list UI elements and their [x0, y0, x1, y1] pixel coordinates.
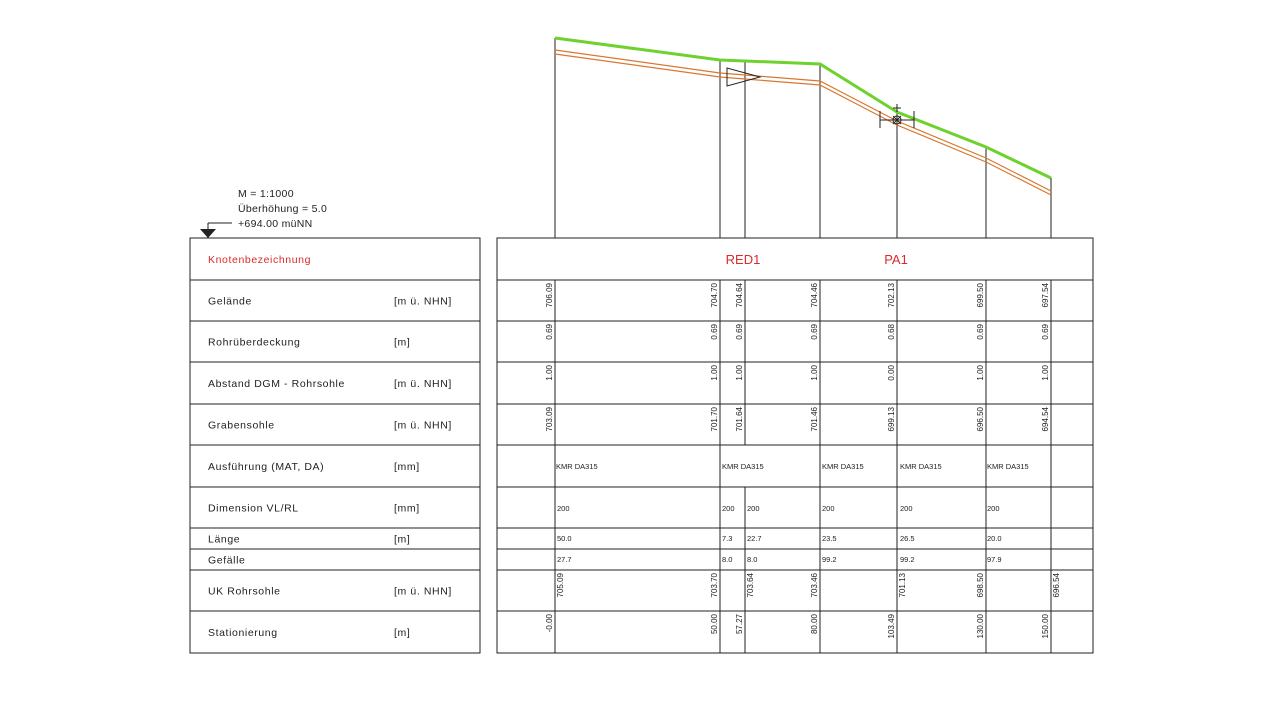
segment-value: 26.5	[900, 534, 915, 543]
row-label: Abstand DGM - Rohrsohle	[208, 378, 345, 390]
scale-text: M = 1:1000	[238, 188, 294, 200]
point-value: 704.46	[810, 283, 819, 308]
row-label: Gelände	[208, 295, 252, 308]
segment-value: 200	[747, 504, 760, 513]
segment-value: 8.0	[722, 555, 733, 564]
point-value: 57.27	[735, 614, 744, 635]
segment-value: 200	[822, 504, 835, 513]
point-value: 0.68	[887, 324, 896, 340]
material-value: KMR DA315	[556, 462, 598, 471]
label-table	[190, 238, 480, 653]
row-label: Rohrüberdeckung	[208, 336, 301, 349]
point-value: 706.09	[545, 283, 554, 308]
segment-value: 7.3	[722, 534, 733, 543]
material-value: KMR DA315	[900, 462, 942, 471]
point-value: 694.54	[1041, 407, 1050, 432]
segment-value: 23.5	[822, 534, 837, 543]
pipe-crown-line	[555, 50, 1051, 191]
segment-value: 200	[557, 504, 570, 513]
point-value: -0.00	[545, 614, 554, 633]
reference-level-marker-icon	[200, 223, 232, 238]
row-unit: [m ü. NHN]	[394, 378, 452, 390]
profile-view	[555, 38, 1051, 238]
row-label: Knotenbezeichnung	[208, 254, 312, 266]
point-value: 80.00	[810, 614, 819, 635]
point-value: 696.50	[976, 407, 985, 432]
point-value: 1.00	[545, 365, 554, 381]
point-value: 703.46	[810, 573, 819, 598]
point-value: 0.69	[1041, 324, 1050, 340]
node-label: PA1	[884, 252, 908, 267]
row-label: Dimension VL/RL	[208, 502, 299, 515]
row-label: Gefälle	[208, 554, 246, 567]
row-unit: [m ü. NHN]	[394, 295, 452, 308]
material-value: KMR DA315	[822, 462, 864, 471]
row-unit: [m]	[394, 533, 411, 546]
station-lines	[555, 38, 1051, 238]
data-table	[497, 238, 1093, 653]
point-value: 703.64	[746, 573, 755, 598]
exaggeration-text: Überhöhung = 5.0	[238, 203, 328, 215]
point-value: 0.69	[976, 324, 985, 340]
point-value: 701.46	[810, 407, 819, 432]
segment-value: 50.0	[557, 534, 572, 543]
segment-value: 27.7	[557, 555, 572, 564]
row-label: Ausführung (MAT, DA)	[208, 461, 325, 473]
pipe-invert-line	[555, 54, 1051, 195]
point-value: 697.54	[1041, 283, 1050, 308]
reducer-symbol-icon	[727, 68, 760, 86]
segment-value: 22.7	[747, 534, 762, 543]
point-value: 130.00	[976, 614, 985, 639]
point-value: 150.00	[1041, 614, 1050, 639]
point-value: 698.50	[976, 573, 985, 598]
point-value: 701.13	[898, 573, 907, 598]
row-label: UK Rohrsohle	[208, 585, 281, 598]
point-value: 704.70	[710, 283, 719, 308]
point-value: 1.00	[735, 365, 744, 381]
row-label: Grabensohle	[208, 419, 275, 432]
row-unit: [mm]	[394, 502, 420, 515]
point-value: 0.69	[545, 324, 554, 340]
material-value: KMR DA315	[987, 462, 1029, 471]
point-value: 703.70	[710, 573, 719, 598]
material-value: KMR DA315	[722, 462, 764, 471]
point-value: 0.00	[887, 365, 896, 381]
segment-value: 200	[900, 504, 913, 513]
point-value: 703.09	[545, 407, 554, 432]
point-value: 50.00	[710, 614, 719, 635]
row-unit: [m]	[394, 336, 411, 349]
segment-value: 200	[987, 504, 1000, 513]
node-label: RED1	[725, 252, 761, 267]
point-value: 1.00	[710, 365, 719, 381]
segment-value: 20.0	[987, 534, 1002, 543]
point-value: 701.70	[710, 407, 719, 432]
segment-value: 8.0	[747, 555, 758, 564]
point-value: 704.64	[735, 283, 744, 308]
reference-level-text: +694.00 müNN	[238, 218, 313, 230]
segment-value: 97.9	[987, 555, 1002, 564]
drawing-legend	[200, 188, 327, 238]
row-unit: [m ü. NHN]	[394, 419, 452, 432]
point-value: 699.13	[887, 407, 896, 432]
point-value: 0.69	[710, 324, 719, 340]
row-unit: [m]	[394, 627, 411, 639]
point-value: 1.00	[976, 365, 985, 381]
point-value: 701.64	[735, 407, 744, 432]
point-value: 702.13	[887, 283, 896, 308]
segment-value: 200	[722, 504, 735, 513]
point-value: 1.00	[810, 365, 819, 381]
point-value: 0.69	[810, 324, 819, 340]
point-value: 696.54	[1052, 573, 1061, 598]
segment-value: 99.2	[822, 555, 837, 564]
point-value: 705.09	[556, 573, 565, 598]
row-label: Länge	[208, 533, 241, 546]
point-value: 1.00	[1041, 365, 1050, 381]
point-value: 103.49	[887, 614, 896, 639]
point-value: 0.69	[735, 324, 744, 340]
row-unit: [m ü. NHN]	[394, 585, 452, 598]
row-label: Stationierung	[208, 627, 278, 639]
segment-value: 99.2	[900, 555, 915, 564]
point-value: 699.50	[976, 283, 985, 308]
row-unit: [mm]	[394, 461, 420, 473]
terrain-line	[555, 38, 1051, 178]
